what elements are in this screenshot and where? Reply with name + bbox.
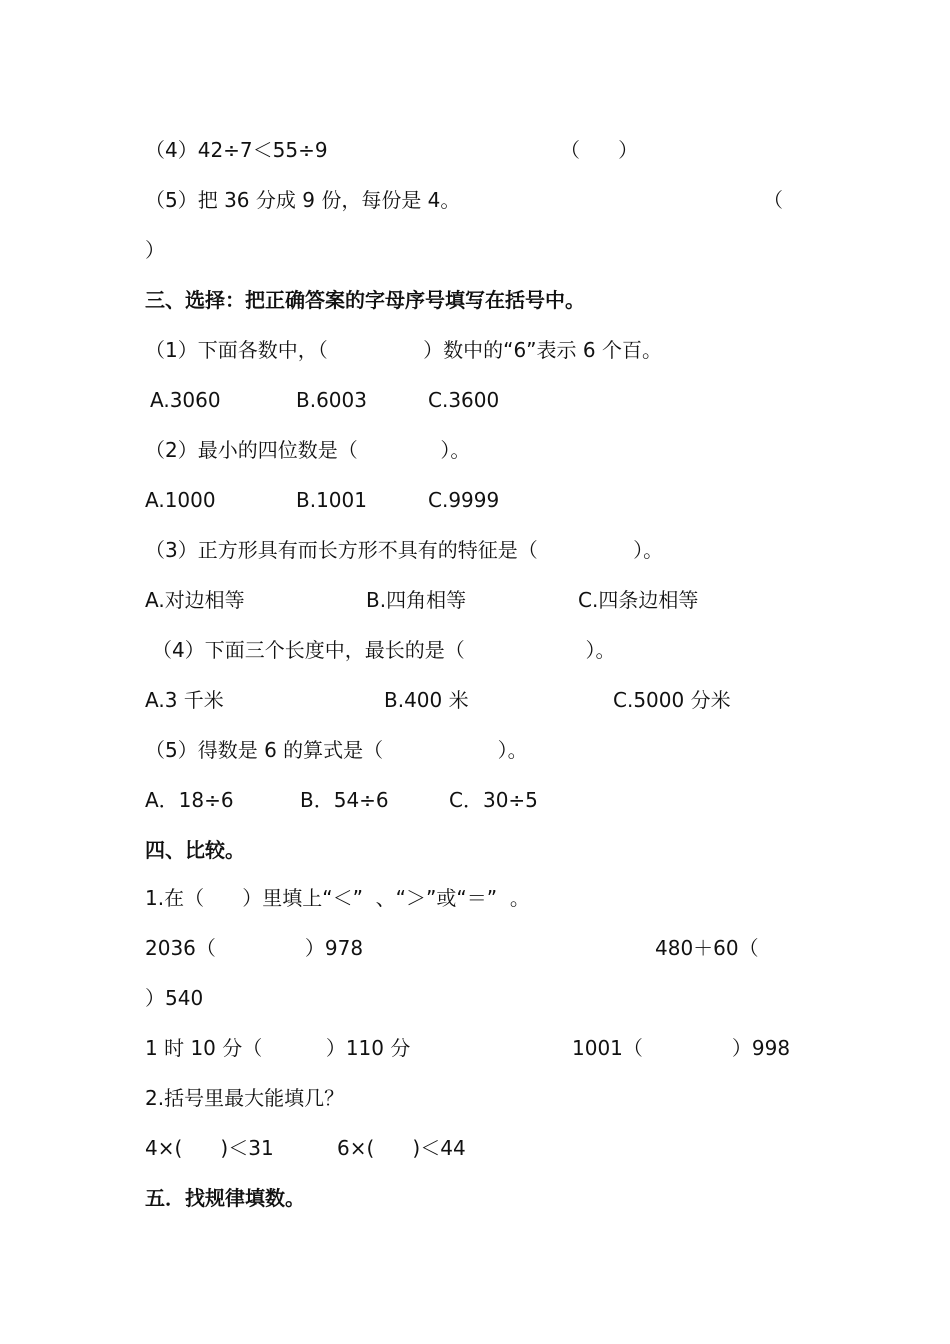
max-fill-instruction: 2.括号里最大能填几？ <box>145 1086 345 1110</box>
compare-instruction: 1.在（ ）里填上“＜” 、“＞”或“＝” 。 <box>145 886 530 910</box>
choice-q2-option-a: A.1000 <box>145 488 216 512</box>
choice-q3-option-a: A.对边相等 <box>145 588 245 612</box>
choice-q4-option-a: A.3 千米 <box>145 688 224 712</box>
choice-q4-option-c: C.5000 分米 <box>613 688 731 712</box>
compare-item-2-start: 480＋60（ <box>655 936 759 960</box>
compare-item-1: 2036（ ）978 <box>145 936 364 960</box>
choice-q4: （4）下面三个长度中，最长的是（ ）。 <box>152 638 616 662</box>
choice-q1-option-b: B.6003 <box>296 388 367 412</box>
choice-q2-option-c: C.9999 <box>428 488 500 512</box>
max-fill-item-1: 4×( )＜31 <box>145 1136 274 1160</box>
choice-q5-option-a: A．18÷6 <box>145 788 234 812</box>
judge-item-5-bracket-close: ） <box>145 238 165 262</box>
max-fill-item-2: 6×( )＜44 <box>337 1136 466 1160</box>
choice-q3-option-c: C.四条边相等 <box>578 588 699 612</box>
choice-q3-option-b: B.四角相等 <box>366 588 467 612</box>
judge-item-5-bracket-open: （ <box>763 188 783 212</box>
choice-q1-option-c: C.3600 <box>428 388 500 412</box>
section-4-heading: 四、比较。 <box>145 838 245 862</box>
choice-q3: （3）正方形具有而长方形不具有的特征是（ ）。 <box>145 538 664 562</box>
choice-q1-option-a: A.3060 <box>150 388 221 412</box>
choice-q2-option-b: B.1001 <box>296 488 367 512</box>
choice-q5-option-c: C．30÷5 <box>449 788 538 812</box>
section-5-heading: 五．找规律填数。 <box>145 1186 305 1210</box>
compare-item-2-end: ）540 <box>145 986 204 1010</box>
judge-item-4-bracket: （ ） <box>560 138 639 162</box>
judge-item-5: （5）把 36 分成 9 份，每份是 4。 <box>145 188 461 212</box>
choice-q5: （5）得数是 6 的算式是（ ）。 <box>145 738 528 762</box>
compare-item-3: 1 时 10 分（ ）110 分 <box>145 1036 411 1060</box>
choice-q5-option-b: B．54÷6 <box>300 788 389 812</box>
judge-item-4: （4）42÷7＜55÷9 <box>145 138 328 162</box>
choice-q1: （1）下面各数中，（ ）数中的“6”表示 6 个百。 <box>145 338 662 362</box>
choice-q4-option-b: B.400 米 <box>384 688 469 712</box>
section-3-heading: 三、选择：把正确答案的字母序号填写在括号中。 <box>145 288 585 312</box>
choice-q2: （2）最小的四位数是（ ）。 <box>145 438 471 462</box>
compare-item-4: 1001（ ）998 <box>572 1036 791 1060</box>
